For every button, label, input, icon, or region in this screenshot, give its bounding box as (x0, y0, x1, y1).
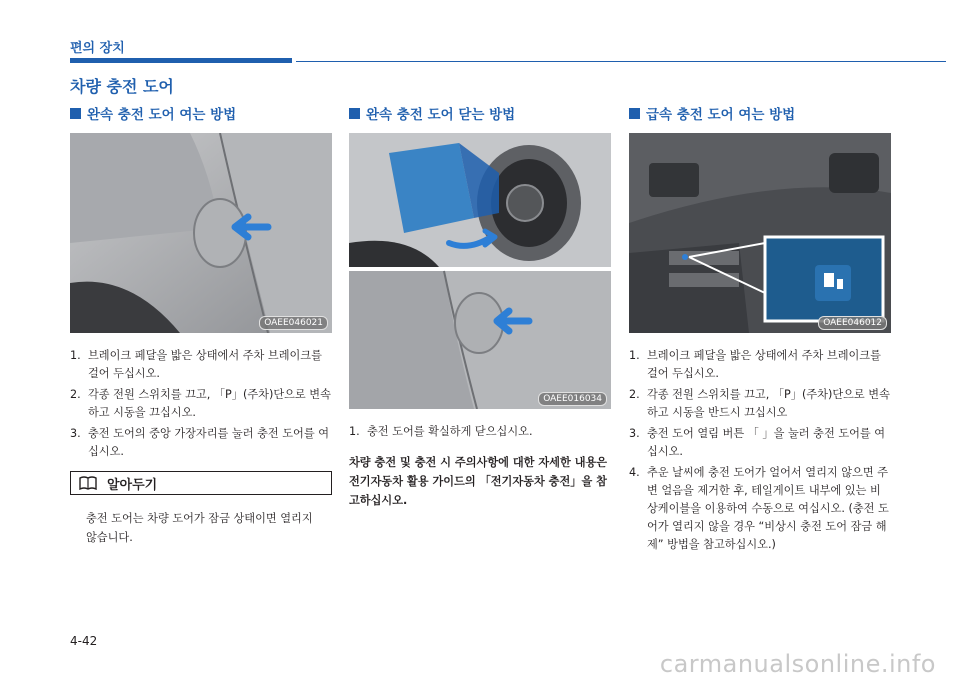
page-number: 4-42 (70, 634, 98, 648)
note-text: 충전 도어는 차량 도어가 잠금 상태이면 열리지 않습니다. (86, 512, 313, 544)
charge-door-button-icon (824, 273, 834, 287)
note-title: 알아두기 (107, 477, 158, 493)
header-rule-thin (296, 61, 946, 62)
column-slow-close (349, 103, 611, 510)
figure-slow-close (349, 133, 611, 409)
figure-code: OAEE046021 (259, 316, 328, 330)
page-title: 차량 충전 도어 (70, 77, 174, 96)
figure-fast-open (629, 133, 891, 333)
header-rule-thick (70, 58, 292, 63)
section-header: 편의 장치 (70, 41, 125, 56)
subtitle-text: 완속 충전 도어 닫는 방법 (366, 107, 516, 123)
subtitle-text: 급속 충전 도어 여는 방법 (646, 107, 796, 123)
figure-code: OAEE016034 (538, 392, 607, 406)
subtitle-slow-close (349, 103, 611, 123)
book-icon (79, 476, 97, 490)
steps-slow-open (70, 347, 332, 461)
dashboard-button-illustration (629, 133, 891, 333)
subtitle-fast-open (629, 103, 891, 123)
figure-slow-open (70, 133, 332, 333)
charging-reference-note: 차량 충전 및 충전 시 주의사항에 대한 자세한 내용은 전기자동차 활용 가이드의 「전기자동차 충전」을 참고하십시오. (349, 456, 608, 507)
bullet-square-icon (70, 108, 81, 119)
bullet-square-icon (349, 108, 360, 119)
charge-door-closing-illustration (349, 133, 611, 409)
step-item: 3. 충전 도어의 중앙 가장자리를 눌러 충전 도어를 여십시오. (70, 427, 330, 458)
watermark: carmanualsonline.info (659, 650, 936, 678)
step-item: 4. 추운 날씨에 충전 도어가 얼어서 열리지 않으면 주변 얼음을 제거한 후, 테일게이트 내부에 있는 비상케이블을 이용하여 수동으로 여십시오. (충전 도어가 열리지 않을 경우 “비상시 충전 도어 잠금 해제” 방법을 참고하십시오.) (629, 466, 889, 551)
step-item: 3. 충전 도어 열림 버튼 「 」을 눌러 충전 도어를 여십시오. (629, 427, 886, 458)
steps-slow-close (349, 423, 611, 441)
step-item: 1. 브레이크 페달을 밟은 상태에서 주차 브레이크를 걸어 두십시오. (70, 349, 322, 380)
car-charge-door-illustration (70, 133, 332, 333)
step-item: 2. 각종 전원 스위치를 끄고, 「P」(주차)단으로 변속하고 시동을 끄십시오. (70, 388, 331, 419)
bullet-square-icon (629, 108, 640, 119)
step-item: 1. 브레이크 페달을 밟은 상태에서 주차 브레이크를 걸어 두십시오. (629, 349, 881, 380)
note-box (70, 471, 332, 495)
steps-fast-open (629, 347, 891, 554)
column-slow-open (70, 103, 332, 547)
subtitle-slow-open (70, 103, 332, 123)
subtitle-text: 완속 충전 도어 여는 방법 (87, 107, 237, 123)
column-fast-open (629, 103, 891, 557)
figure-code: OAEE046012 (818, 316, 887, 330)
step-item: 2. 각종 전원 스위치를 끄고, 「P」(주차)단으로 변속하고 시동을 반드시 끄십시오 (629, 388, 890, 419)
step-item: 1. 충전 도어를 확실하게 닫으십시오. (349, 425, 533, 438)
